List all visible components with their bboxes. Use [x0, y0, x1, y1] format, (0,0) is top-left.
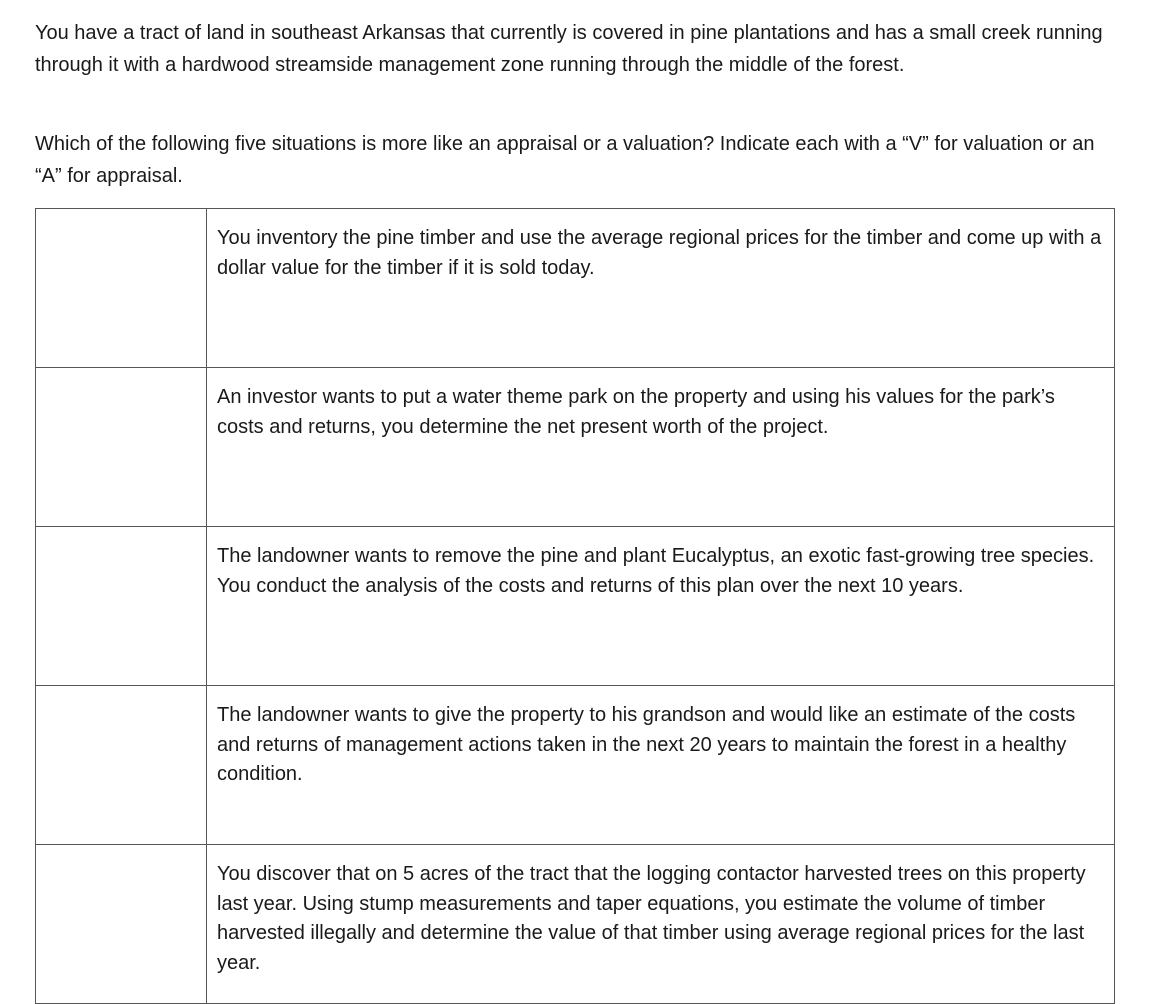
- answer-cell-5[interactable]: [36, 845, 207, 1004]
- situation-text-1: You inventory the pine timber and use the average regional prices for the timber and come up with a dollar value for the timber if it is sold today.: [207, 209, 1115, 368]
- table-row: [36, 686, 1115, 845]
- intro-paragraph: You have a tract of land in southeast Arkansas that currently is covered in pine plantations and has a small creek running through it with a hardwood streamside management zone running through the middle of the forest.: [35, 22, 1103, 76]
- situation-text-4: The landowner wants to give the property to his grandson and would like an estimate of the costs and returns of management actions taken in the next 20 years to maintain the forest in a healthy condition.: [207, 686, 1115, 845]
- situations-table: [35, 208, 1115, 1004]
- table-row: [36, 845, 1115, 1004]
- situation-text-5: You discover that on 5 acres of the tract that the logging contactor harvested trees on this property last year. Using stump measurements and taper equations, you estimate the volume of timber harvested illegally and determine the value of that timber using average regional prices for the last year.: [207, 845, 1115, 1004]
- question-paragraph: Which of the following five situations is more like an appraisal or a valuation? Indicate each with a “V” for valuation or an “A” for appraisal.: [35, 133, 1095, 187]
- answer-cell-1[interactable]: [36, 209, 207, 368]
- answer-cell-3[interactable]: [36, 527, 207, 686]
- situation-text-3: The landowner wants to remove the pine and plant Eucalyptus, an exotic fast-growing tree species. You conduct the analysis of the costs and returns of this plan over the next 10 years.: [207, 527, 1115, 686]
- answer-cell-2[interactable]: [36, 368, 207, 527]
- table-row: [36, 527, 1115, 686]
- situation-text-2: An investor wants to put a water theme park on the property and using his values for the park’s costs and returns, you determine the net present worth of the project.: [207, 368, 1115, 527]
- table-row: [36, 209, 1115, 368]
- answer-cell-4[interactable]: [36, 686, 207, 845]
- table-row: [36, 368, 1115, 527]
